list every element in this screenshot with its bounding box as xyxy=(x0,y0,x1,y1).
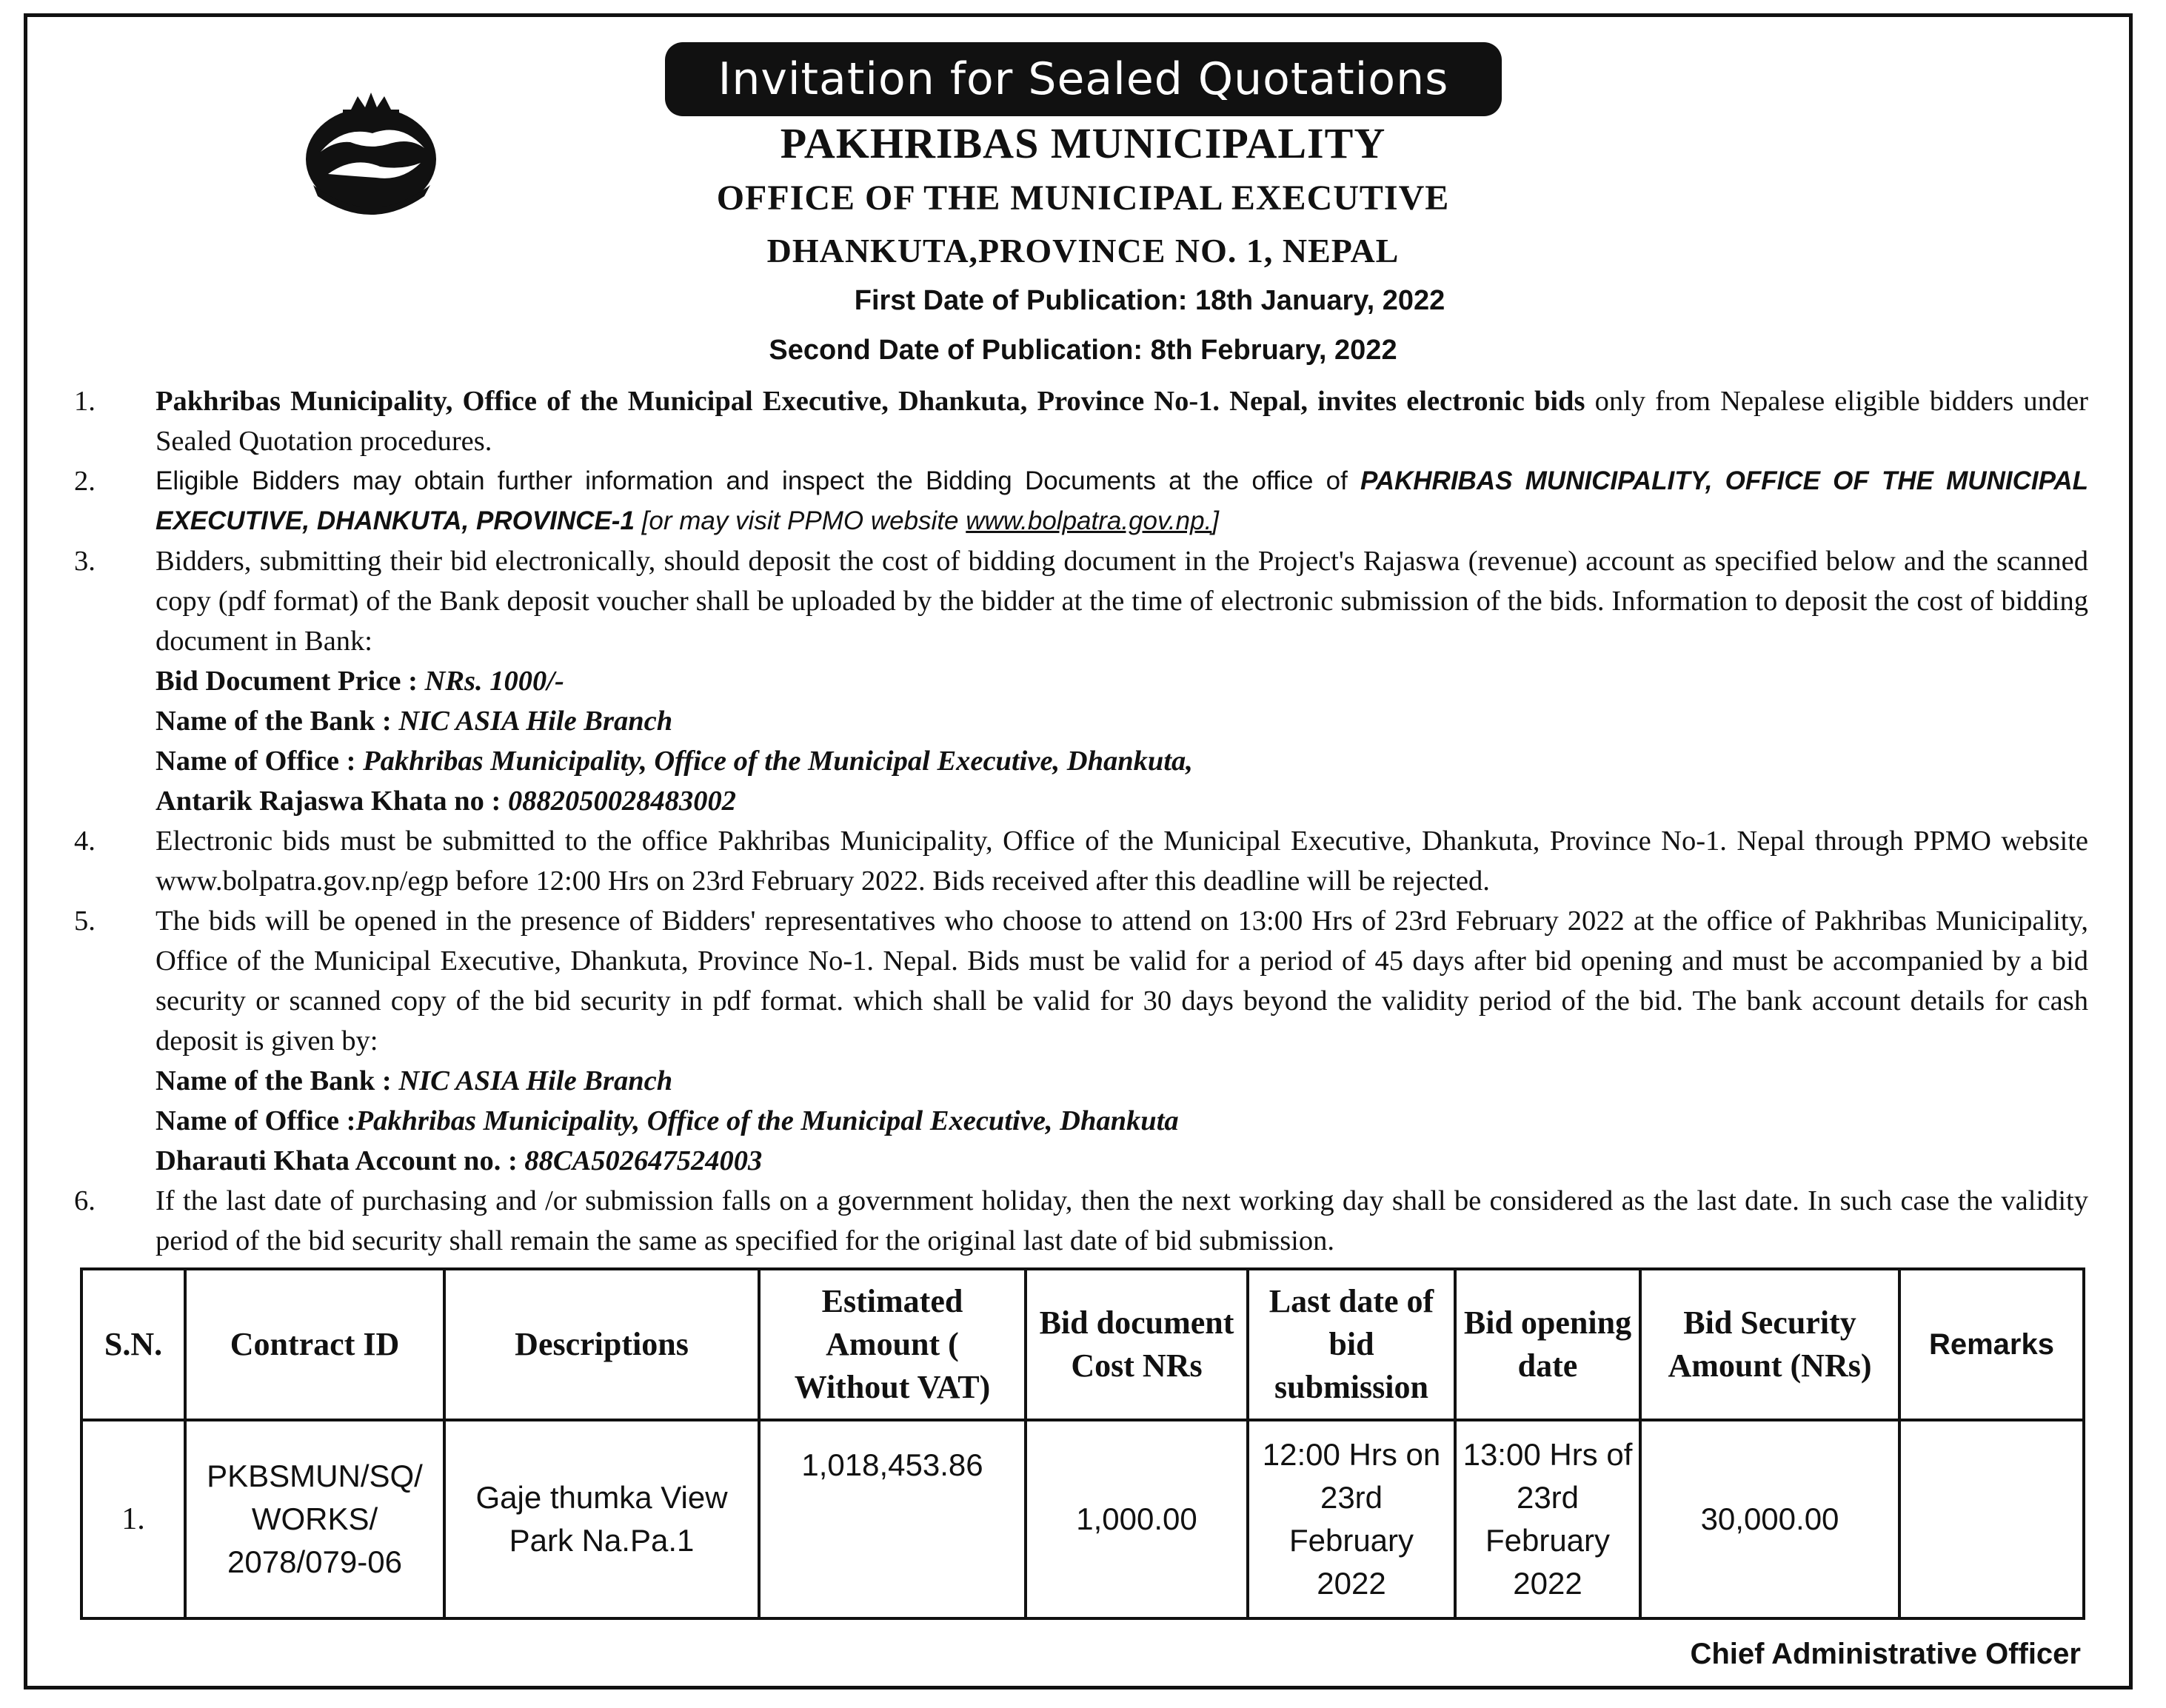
item-text: If the last date of purchasing and /or submission falls on a government holiday, then the next working day shall be considered as the last date. In such case the validity period of the bid security shall remain the same as specified for the original last date of bid submission. xyxy=(156,1185,2088,1256)
col-header-contract-id: Contract ID xyxy=(185,1269,444,1420)
field-value: 0882050028483002 xyxy=(507,786,736,817)
cell-opening-date: 13:00 Hrs of 23rd February 2022 xyxy=(1455,1420,1640,1618)
cell-estimated-amount: 1,018,453.86 xyxy=(759,1420,1026,1618)
notice-items xyxy=(74,381,2088,1261)
cell-contract-id: PKBSMUN/SQ/ WORKS/ 2078/079-06 xyxy=(185,1420,444,1618)
municipality-name: PAKHRIBAS MUNICIPALITY xyxy=(780,119,1386,167)
cell-description: Gaje thumka View Park Na.Pa.1 xyxy=(444,1420,759,1618)
second-publication-date: Second Date of Publication: 8th February, 2022 xyxy=(769,335,1397,366)
field-value: NIC ASIA Hile Branch xyxy=(398,706,673,737)
location: DHANKUTA,PROVINCE NO. 1, NEPAL xyxy=(766,232,1400,269)
item-bold-text: Pakhribas Municipality, Office of the Municipal Executive, Dhankuta, Province No-1. Nepal, invites electronic bids xyxy=(156,386,1585,417)
office-name: OFFICE OF THE MUNICIPAL EXECUTIVE xyxy=(716,178,1450,218)
field-label: Name of the Bank : xyxy=(156,706,399,737)
list-item xyxy=(74,901,2088,1181)
field-label: Name of the Bank : xyxy=(156,1065,399,1096)
ppmo-link[interactable]: www.bolpatra.gov.np. xyxy=(966,506,1212,535)
contract-table xyxy=(80,1267,2085,1620)
item-text: ] xyxy=(1211,506,1220,535)
item-number: 3. xyxy=(74,546,96,577)
col-header-estimated-amount: Estimated Amount ( Without VAT) xyxy=(759,1269,1026,1420)
item-bold-text: PAKHRIBAS MUNICIPALITY, OFFICE OF THE MUNICIPAL EXECUTIVE, DHANKUTA, PROVINCE-1 xyxy=(156,466,2088,535)
signature-title: Chief Administrative Officer xyxy=(1690,1638,2081,1670)
item-number: 5. xyxy=(74,905,96,937)
list-item xyxy=(74,1181,2088,1261)
field-value: Pakhribas Municipality, Office of the Municipal Executive, Dhankuta xyxy=(355,1105,1179,1136)
field-label: Dharauti Khata Account no. : xyxy=(156,1145,525,1176)
item-number: 6. xyxy=(74,1185,96,1216)
item-number: 2. xyxy=(74,466,96,497)
table-header-row xyxy=(81,1269,2084,1420)
first-publication-date: First Date of Publication: 18th January, 2022 xyxy=(854,285,1445,316)
item-number: 4. xyxy=(74,825,96,857)
list-item xyxy=(74,821,2088,901)
list-item xyxy=(74,381,2088,461)
item-text: Bidders, submitting their bid electronically, should deposit the cost of bidding document in the Project's Rajaswa (revenue) account as specified below and the scanned copy (pdf format) of the Bank deposit voucher shall be uploaded by the bidder at the time of electronic submission of the bids. Information to deposit the cost of bidding document in Bank: xyxy=(156,546,2088,657)
cell-last-date: 12:00 Hrs on 23rd February 2022 xyxy=(1248,1420,1455,1618)
item-text: only from Nepalese eligible bidders under Sealed Quotation procedures. xyxy=(156,386,2088,457)
col-header-descriptions: Descriptions xyxy=(444,1269,759,1420)
item-text: Eligible Bidders may obtain further information and inspect the Bidding Documents at the office of xyxy=(156,466,1360,495)
field-value: NRs. 1000/- xyxy=(424,666,564,697)
item-number: 1. xyxy=(74,386,96,417)
col-header-last-date: Last date of bid submission xyxy=(1248,1269,1455,1420)
item-text: The bids will be opened in the presence of Bidders' representatives who choose to attend on 13:00 Hrs of 23rd February 2022 at the office of Pakhribas Municipality, Office of the Municipal Executive, Dhankuta, Province No-1. Nepal. Bids must be valid for a period of 45 days after bid opening and must be accompanied by a bid security or scanned copy of the bid security in pdf format. which shall be valid for 30 days beyond the validity period of the bid. The bank account details for cash deposit is given by: xyxy=(156,905,2088,1056)
field-label: Bid Document Price : xyxy=(156,666,425,697)
cell-bid-security: 30,000.00 xyxy=(1640,1420,1899,1618)
field-label: Antarik Rajaswa Khata no : xyxy=(156,786,508,817)
col-header-remarks: Remarks xyxy=(1899,1269,2084,1420)
col-header-sn: S.N. xyxy=(81,1269,185,1420)
item-text: Electronic bids must be submitted to the office Pakhribas Municipality, Office of the Municipal Executive, Dhankuta, Province No-1. Nepal through PPMO website www.bolpatra.gov.np/egp before 12:00 Hrs on 23rd February 2022. Bids received after this deadline will be rejected. xyxy=(156,825,2088,897)
item-text: [or may visit PPMO website xyxy=(634,506,966,535)
col-header-bid-security: Bid Security Amount (NRs) xyxy=(1640,1269,1899,1420)
field-label: Name of Office : xyxy=(156,1105,356,1136)
field-value: Pakhribas Municipality, Office of the Municipal Executive, Dhankuta, xyxy=(363,746,1193,777)
list-item xyxy=(74,461,2088,541)
cell-doc-cost: 1,000.00 xyxy=(1026,1420,1248,1618)
field-value: NIC ASIA Hile Branch xyxy=(398,1065,673,1096)
cell-sn: 1. xyxy=(81,1420,185,1618)
field-label: Name of Office : xyxy=(156,746,364,777)
col-header-doc-cost: Bid document Cost NRs xyxy=(1026,1269,1248,1420)
notice-title: Invitation for Sealed Quotations xyxy=(665,42,1502,116)
col-header-opening-date: Bid opening date xyxy=(1455,1269,1640,1420)
field-value: 88CA502647524003 xyxy=(524,1145,763,1176)
cell-remarks xyxy=(1899,1420,2084,1618)
list-item xyxy=(74,541,2088,821)
table-row xyxy=(81,1420,2084,1618)
